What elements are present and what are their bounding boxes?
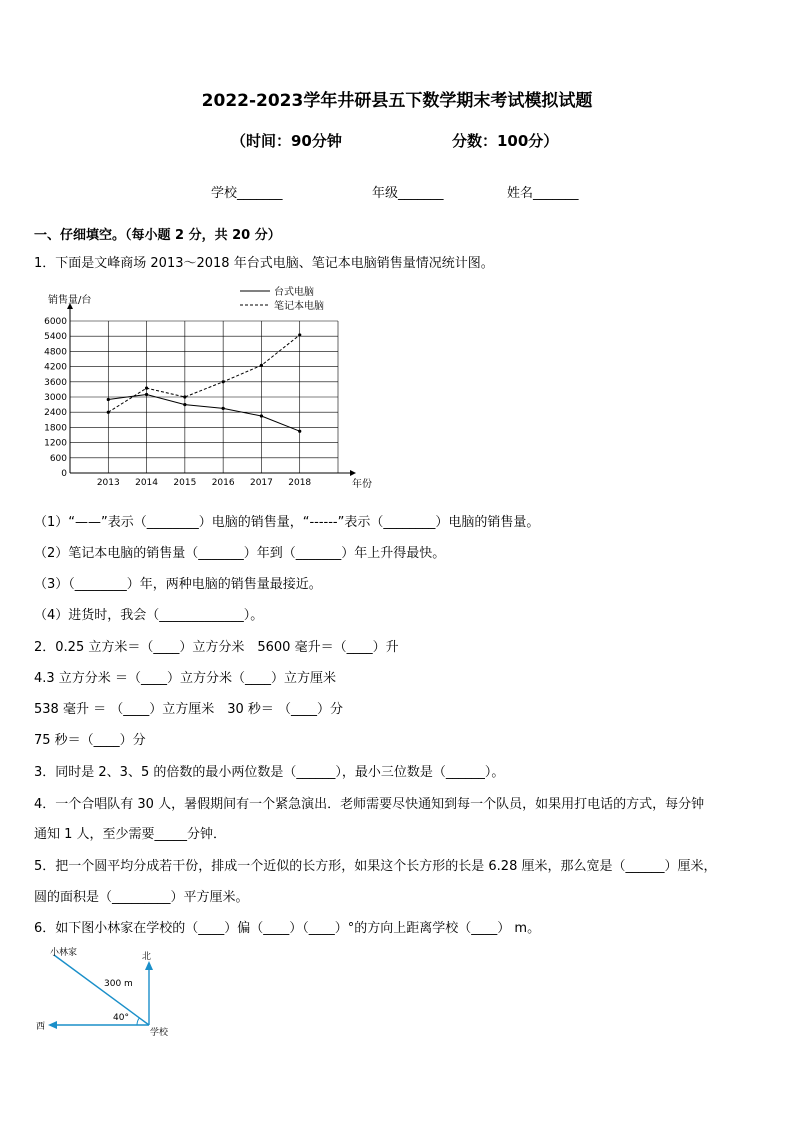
exam-score: 分数：100分） <box>452 132 559 150</box>
x-tick-label: 2018 <box>288 478 312 488</box>
data-point <box>260 364 263 367</box>
y-tick-label: 2400 <box>44 408 67 419</box>
exam-time: （时间：90分钟 <box>231 132 342 150</box>
question-4-line-2: 通知 1 人，至少需要_____分钟． <box>34 827 227 842</box>
question-1-part-1: （1）“——”表示（________）电脑的销售量，“------”表示（________）电脑的销售量。 <box>34 515 540 530</box>
question-2-line-3: 538 毫升 ＝ （____）立方厘米 30 秒＝ （____）分 <box>34 702 344 717</box>
question-6: 6．如下图小林家在学校的（____）偏（____）（____）°的方向上距离学校（____） m。 <box>34 921 541 936</box>
name-field: 姓名_______ <box>507 186 579 201</box>
x-tick-label: 2014 <box>135 478 159 488</box>
y-tick-label: 1200 <box>44 438 67 449</box>
data-point <box>222 407 225 410</box>
x-axis-arrow <box>350 470 356 476</box>
data-point <box>222 380 225 383</box>
legend-label: 台式电脑 <box>274 287 314 298</box>
school-field: 学校_______ <box>211 186 283 201</box>
data-point <box>183 395 186 398</box>
y-tick-label: 600 <box>49 453 67 464</box>
north-label: 北 <box>142 952 152 962</box>
west-label: 西 <box>36 1022 46 1032</box>
question-1: 1．下面是文峰商场 2013～2018 年台式电脑、笔记本电脑销售量情况统计图。 <box>34 256 494 271</box>
home-label: 小林家 <box>50 948 78 958</box>
data-point <box>107 411 110 414</box>
y-tick-label: 4800 <box>44 347 67 358</box>
data-point <box>183 403 186 406</box>
series-line-notebook <box>108 335 299 412</box>
angle-arc <box>137 1018 139 1025</box>
y-axis-label: 销售量/台 <box>48 295 92 306</box>
question-5-line-1: 5．把一个圆平均分成若干份，排成一个近似的长方形，如果这个长方形的长是 6.28 厘米，那么宽是（______）厘米， <box>34 859 717 874</box>
legend-label: 笔记本电脑 <box>274 301 324 312</box>
data-point <box>145 393 148 396</box>
home-direction-line <box>54 955 149 1025</box>
y-tick-label: 3000 <box>44 393 67 403</box>
data-point <box>145 387 148 390</box>
y-tick-label: 0 <box>61 469 67 479</box>
x-tick-label: 2016 <box>211 478 235 488</box>
y-tick-label: 6000 <box>44 317 67 327</box>
x-tick-label: 2017 <box>249 478 273 488</box>
grade-field: 年级_______ <box>372 186 444 201</box>
page-title: 2022-2023学年井研县五下数学期末考试模拟试题 <box>201 91 593 111</box>
data-point <box>298 430 301 433</box>
question-1-part-4: （4）进货时，我会（_____________）。 <box>34 608 264 623</box>
question-1-part-2: （2）笔记本电脑的销售量（_______）年到（_______）年上升得最快。 <box>34 546 446 561</box>
angle-label: 40° <box>113 1013 129 1023</box>
question-5-line-2: 圆的面积是（_________）平方厘米。 <box>34 890 249 905</box>
series-line-desktop <box>108 394 299 431</box>
x-tick-label: 2015 <box>173 478 197 488</box>
data-point <box>260 414 263 417</box>
north-arrow-head <box>145 961 153 970</box>
y-tick-label: 5400 <box>44 332 67 343</box>
direction-diagram <box>32 945 182 1040</box>
y-tick-label: 3600 <box>44 377 67 388</box>
data-point <box>298 333 301 336</box>
y-tick-label: 4200 <box>44 362 67 373</box>
question-4-line-1: 4．一个合唱队有 30 人，暑假期间有一个紧急演出．老师需要尽快通知到每一个队员，如果用打电话的方式，每分钟 <box>34 797 705 812</box>
x-tick-label: 2013 <box>96 478 120 488</box>
west-arrow-head <box>48 1021 57 1029</box>
sales-line-chart <box>34 283 372 493</box>
question-2-line-2: 4.3 立方分米 ＝（____）立方分米（____）立方厘米 <box>34 671 336 686</box>
question-1-part-3: （3）（________）年，两种电脑的销售量最接近。 <box>34 577 322 592</box>
distance-label: 300 m <box>104 979 133 989</box>
question-3: 3．同时是 2、3、5 的倍数的最小两位数是（______），最小三位数是（______）。 <box>34 765 505 780</box>
school-label: 学校 <box>150 1028 169 1038</box>
x-axis-label: 年份 <box>352 479 372 490</box>
question-2-line-4: 75 秒＝（____）分 <box>34 733 146 748</box>
y-tick-label: 1800 <box>44 423 67 434</box>
question-2-line-1: 2．0.25 立方米＝（____）立方分米 5600 毫升＝（____）升 <box>34 640 399 655</box>
data-point <box>107 398 110 401</box>
section-heading: 一、仔细填空。（每小题 2 分，共 20 分） <box>34 228 281 243</box>
